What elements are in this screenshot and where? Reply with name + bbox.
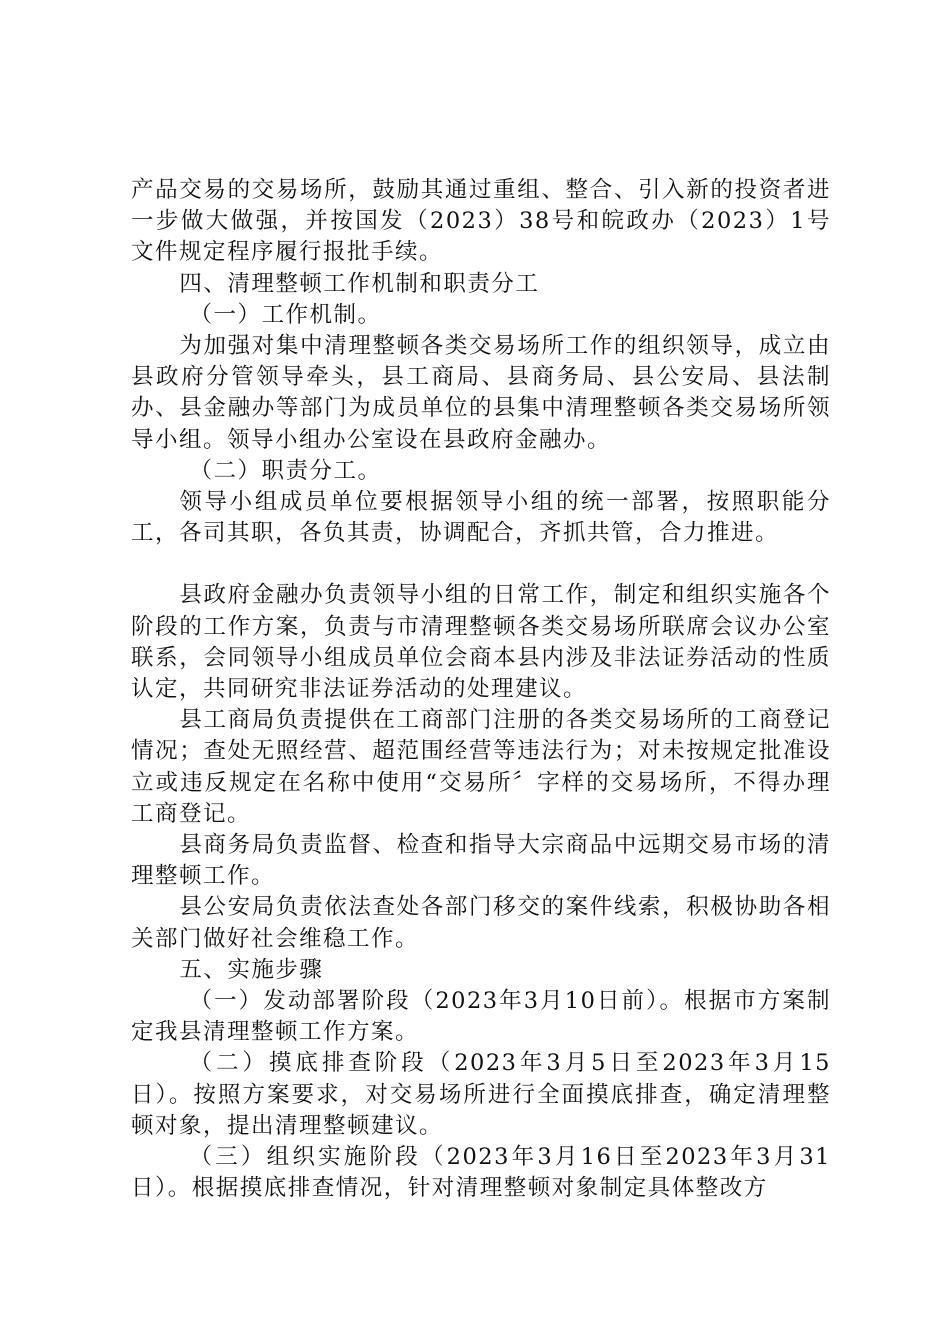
paragraph-gap xyxy=(131,549,831,580)
subsection-heading-work-mechanism: （一）工作机制。 xyxy=(189,301,382,328)
paragraph-business-bureau: 县商务局负责监督、检查和指导大宗商品中远期交易市场的清理整顿工作。 xyxy=(131,832,831,890)
paragraph-commerce-bureau: 县工商局负责提供在工商部门注册的各类交易场所的工商登记情况；查处无照经营、超范围经营等违法行为；对未按规定批准设立或违反规定在名称中使用“交易所〞字样的交易场所，不得办理工商登记。 xyxy=(131,707,831,827)
paragraph-public-security: 县公安局负责依法查处各部门移交的案件线索，积极协助各相关部门做好社会维稳工作。 xyxy=(131,894,831,952)
paragraph-member-units: 领导小组成员单位要根据领导小组的统一部署，按照职能分工，各司其职，各负其责，协调配合，齐抓共管，合力推进。 xyxy=(131,489,831,547)
paragraph-step-1: （一）发动部署阶段（2023年3月10日前）。根据市方案制定我县清理整顿工作方案。 xyxy=(131,988,831,1046)
section-heading-4: 四、清理整顿工作机制和职责分工 xyxy=(179,270,540,297)
paragraph-continuation: 产品交易的交易场所，鼓励其通过重组、整合、引入新的投资者进一步做大做强，并按国发（2023）38号和皖政办（2023）1号文件规定程序履行报批手续。 xyxy=(131,177,831,266)
paragraph-leading-group: 为加强对集中清理整顿各类交易场所工作的组织领导，成立由县政府分管领导牵头，县工商局、县商务局、县公安局、县法制办、县金融办等部门为成员单位的县集中清理整顿各类交易场所领导小组。领导小组办公室设在县政府金融办。 xyxy=(131,333,831,453)
subsection-heading-responsibilities: （二）职责分工。 xyxy=(189,457,382,484)
section-heading-5: 五、实施步骤 xyxy=(179,956,324,983)
paragraph-step-3: （三）组织实施阶段（2023年3月16日至2023年3月31日）。根据摸底排查情况，针对清理整顿对象制定具体整改方 xyxy=(131,1144,831,1202)
paragraph-step-2: （二）摸底排查阶段（2023年3月5日至2023年3月15日）。按照方案要求，对交易场所进行全面摸底排查，确定清理整顿对象，提出清理整顿建议。 xyxy=(131,1050,831,1139)
document-body xyxy=(131,175,831,1205)
paragraph-finance-office: 县政府金融办负责领导小组的日常工作，制定和组织实施各个阶段的工作方案，负责与市清理整顿各类交易场所联席会议办公室联系，会同领导小组成员单位会商本县内涉及非法证券活动的性质认定，共同研究非法证券活动的处理建议。 xyxy=(131,582,831,703)
